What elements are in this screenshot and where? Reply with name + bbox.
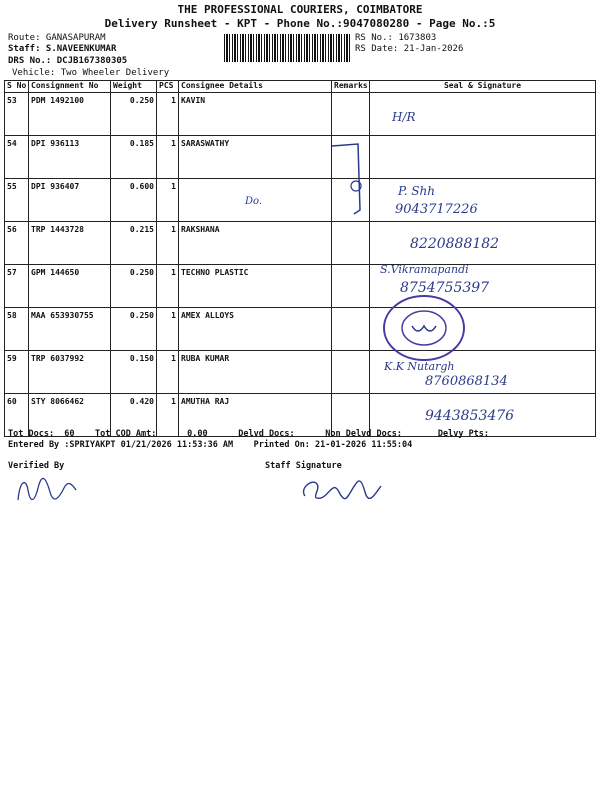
barcode bbox=[224, 34, 350, 62]
col-header-pcs: PCS bbox=[157, 81, 179, 93]
col-header-consignment: Consignment No bbox=[29, 81, 111, 93]
handwritten-phone: 9043717226 bbox=[395, 202, 478, 217]
handwritten-phone: 8754755397 bbox=[400, 280, 490, 296]
cell-pcs: 1 bbox=[157, 136, 179, 179]
cell-remarks bbox=[332, 308, 370, 351]
runsheet-subtitle: Delivery Runsheet - KPT - Phone No.:9047080280 - Page No.:5 bbox=[104, 17, 496, 30]
cell-sno: 55 bbox=[5, 179, 29, 222]
cell-sno: 59 bbox=[5, 351, 29, 394]
cell-weight: 0.600 bbox=[111, 179, 157, 222]
cell-consignment: TRP 6037992 bbox=[29, 351, 111, 394]
vehicle-label: Vehicle: Two Wheeler Delivery bbox=[12, 68, 170, 78]
col-header-signature: Seal & Signature bbox=[370, 81, 596, 93]
cell-remarks bbox=[332, 222, 370, 265]
cell-consignment: GPM 144650 bbox=[29, 265, 111, 308]
cell-weight: 0.420 bbox=[111, 394, 157, 437]
cell-consignee: AMEX ALLOYS bbox=[179, 308, 332, 351]
cell-consignment: STY 8066462 bbox=[29, 394, 111, 437]
cell-weight: 0.250 bbox=[111, 93, 157, 136]
cell-remarks bbox=[332, 93, 370, 136]
table-row bbox=[5, 222, 596, 265]
cell-sno: 57 bbox=[5, 265, 29, 308]
cell-weight: 0.250 bbox=[111, 308, 157, 351]
cell-sno: 53 bbox=[5, 93, 29, 136]
cell-pcs: 1 bbox=[157, 222, 179, 265]
handwritten-hr: H/R bbox=[392, 110, 416, 124]
cell-pcs: 1 bbox=[157, 308, 179, 351]
cell-sno: 60 bbox=[5, 394, 29, 437]
cell-consignee: RUBA KUMAR bbox=[179, 351, 332, 394]
cell-weight: 0.185 bbox=[111, 136, 157, 179]
cell-remarks bbox=[332, 351, 370, 394]
table-row bbox=[5, 136, 596, 179]
cell-consignee: AMUTHA RAJ bbox=[179, 394, 332, 437]
table-row bbox=[5, 265, 596, 308]
cell-consignee: RAKSHANA bbox=[179, 222, 332, 265]
cell-consignment: DPI 936407 bbox=[29, 179, 111, 222]
table-row bbox=[5, 179, 596, 222]
cell-consignment: DPI 936113 bbox=[29, 136, 111, 179]
cell-consignment: TRP 1443728 bbox=[29, 222, 111, 265]
rs-date: RS Date: 21-Jan-2026 bbox=[355, 44, 464, 54]
cell-sno: 54 bbox=[5, 136, 29, 179]
staff-label: Staff: S.NAVEENKUMAR bbox=[8, 44, 117, 54]
staff-signature bbox=[295, 468, 385, 508]
verified-by-label: Verified By bbox=[8, 461, 65, 471]
rs-number: RS No.: 1673803 bbox=[355, 33, 437, 43]
staff-signature-label: Staff Signature bbox=[265, 461, 342, 471]
company-title: THE PROFESSIONAL COURIERS, COIMBATORE bbox=[177, 3, 423, 16]
table-header-row bbox=[5, 81, 596, 93]
col-header-weight: Weight bbox=[111, 81, 157, 93]
cell-pcs: 1 bbox=[157, 93, 179, 136]
entered-by-line: Entered By :SPRIYAKPT 01/21/2026 11:53:36 AM Printed On: 21-01-2026 11:55:04 bbox=[8, 440, 413, 450]
cell-consignee: KAVIN bbox=[179, 93, 332, 136]
handwritten-phone: 9443853476 bbox=[425, 408, 515, 424]
col-header-consignee: Consignee Details bbox=[179, 81, 332, 93]
cell-consignment: PDM 1492100 bbox=[29, 93, 111, 136]
cell-consignment: MAA 653930755 bbox=[29, 308, 111, 351]
cell-weight: 0.150 bbox=[111, 351, 157, 394]
cell-consignee: TECHNO PLASTIC bbox=[179, 265, 332, 308]
cell-pcs: 1 bbox=[157, 394, 179, 437]
drs-number: DRS No.: DCJB167380305 bbox=[8, 56, 128, 66]
company-seal-stamp bbox=[378, 292, 470, 364]
handwritten-phone: 8760868134 bbox=[425, 374, 508, 389]
cell-sno: 58 bbox=[5, 308, 29, 351]
table-row bbox=[5, 308, 596, 351]
handwritten-name: K.K Nutargh bbox=[384, 360, 455, 373]
cell-pcs: 1 bbox=[157, 351, 179, 394]
col-header-remarks: Remarks bbox=[332, 81, 370, 93]
verifier-signature bbox=[12, 470, 82, 510]
cell-consignee: SARASWATHY bbox=[179, 136, 332, 179]
table-row bbox=[5, 93, 596, 136]
route-label: Route: GANASAPURAM bbox=[8, 33, 106, 43]
totals-line: Tot Docs: 60 Tot COD Amt: 0.00 Delvd Docs: Non Delvd Docs: Delvy Pts: bbox=[8, 429, 490, 439]
cell-signature bbox=[370, 136, 596, 179]
handwritten-name: S.Vikramapandi bbox=[380, 263, 469, 276]
cell-pcs: 1 bbox=[157, 179, 179, 222]
handwritten-phone: 8220888182 bbox=[410, 236, 500, 252]
cell-sno: 56 bbox=[5, 222, 29, 265]
cell-pcs: 1 bbox=[157, 265, 179, 308]
bracket-mark bbox=[326, 140, 366, 220]
handwritten-ditto: Do. bbox=[245, 196, 263, 207]
handwritten-name: P. Shh bbox=[398, 184, 435, 198]
cell-weight: 0.250 bbox=[111, 265, 157, 308]
cell-remarks bbox=[332, 265, 370, 308]
col-header-sno: S No bbox=[5, 81, 29, 93]
cell-weight: 0.215 bbox=[111, 222, 157, 265]
